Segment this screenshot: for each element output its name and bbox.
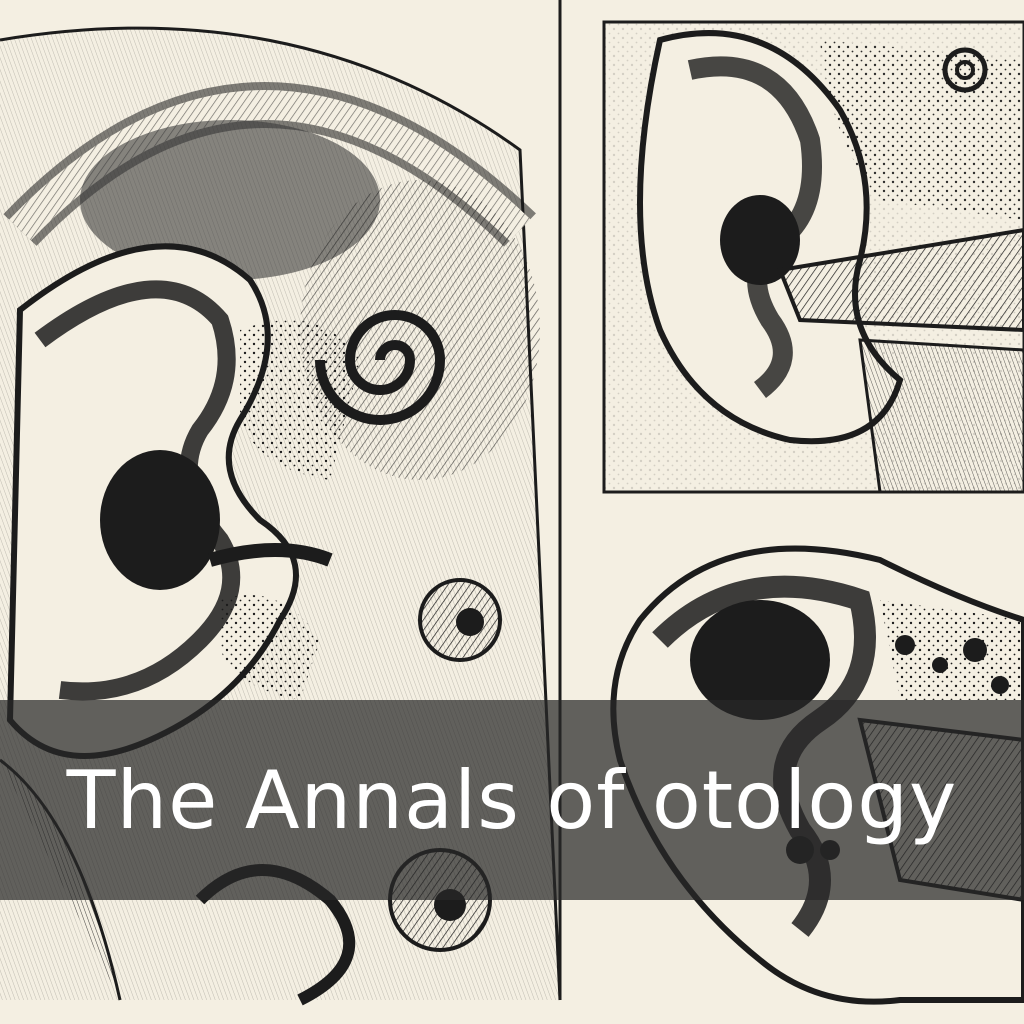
poster-title: The Annals of otology [66, 753, 958, 847]
top-right-ear-panel [604, 22, 1024, 492]
